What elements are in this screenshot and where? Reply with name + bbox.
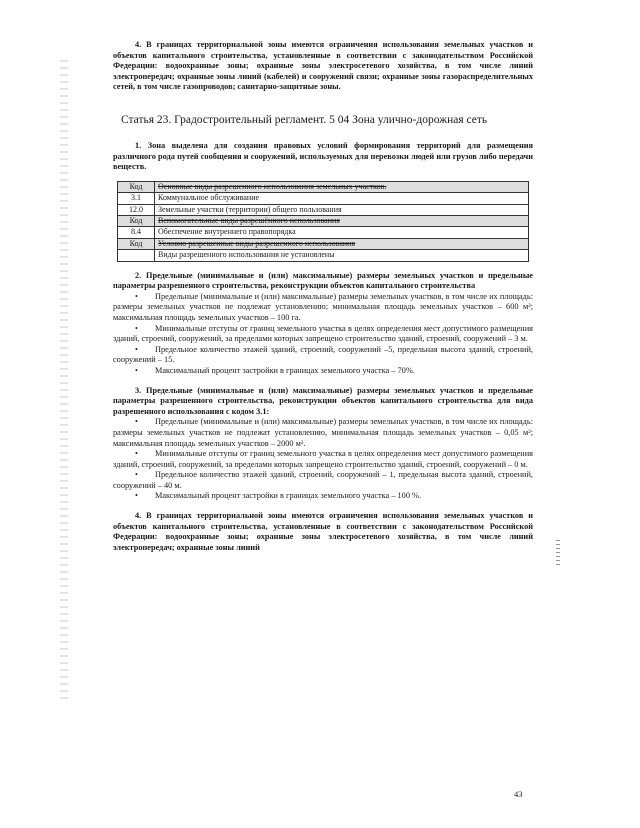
- paragraph-limits-title: 2. Предельные (минимальные и (или) максимальные) размеры земельных участков и предельные параметры разрешенного строительства, реконструкции объектов капитального строительства: [113, 270, 533, 291]
- document-page: [113, 40, 533, 553]
- scan-margin-artifact: [60, 60, 68, 700]
- paragraph-restrictions-top: 4. В границах территориальной зоны имеются ограничения использования земельных участков и объектов капитального строительства, установленные в соответствии с законодательством Российской Федерации: водоохранные зоны; охранные зоны электросетевого хозяйства, в том числе линий электропередач; охранные зоны линий (кабелей) и сооружений связи; охранные зоны газораспределительных сетей, в том числе газопроводов; санитарно-защитные зоны.: [113, 40, 533, 92]
- bullet-icon: •: [135, 449, 138, 459]
- list-item: [113, 345, 533, 366]
- table-cell-description: Условно разрешенные виды разрешенного использования: [155, 238, 529, 249]
- table-header-row: [118, 181, 529, 192]
- table-row: [118, 204, 529, 215]
- table-cell-code: 3.1: [118, 193, 155, 204]
- table-cell-description: Коммунальное обслуживание: [155, 193, 529, 204]
- list-item: [113, 491, 533, 502]
- list-item-text: Предельные (минимальные и (или) максимальные) размеры земельных участков, в том числе их площадь: размеры земельных участков не подлежат установлению, минимальная площадь земельных участков – 0,05 м²; максимальная площадь земельных участков – 2000 м².: [113, 417, 533, 448]
- table-cell-code: 8.4: [118, 227, 155, 238]
- bullet-icon: •: [135, 491, 138, 501]
- paragraph-zone-purpose: 1. Зона выделена для создания правовых условий формирования территорий для размещения различного рода путей сообщения и сооружений, используемых для перевозки людей или грузов либо передачи веществ.: [113, 140, 533, 172]
- article-heading: Статья 23. Градостроительный регламент. 5 04 Зона улично-дорожная сеть: [121, 113, 488, 126]
- table-cell-description: Обеспечение внутреннего правопорядка: [155, 227, 529, 238]
- table-cell-description: Основные виды разрешенного использования земельных участков.: [155, 181, 529, 192]
- table-cell-description: Вспомогательные виды разрешённого использования: [155, 215, 529, 226]
- bullet-icon: •: [135, 417, 138, 427]
- bullet-icon: •: [135, 323, 138, 333]
- list-item: [113, 470, 533, 491]
- list-item-text: Предельное количество этажей зданий, строений, сооружений – 1, предельная высота зданий, строений, сооружений – 40 м.: [113, 470, 533, 490]
- list-item: [113, 417, 533, 449]
- list-item-text: Максимальный процент застройки в границах земельного участка – 70%.: [155, 365, 415, 375]
- list-item: [113, 366, 533, 377]
- table-cell-code: Код: [118, 238, 155, 249]
- table-header-row: [118, 238, 529, 249]
- margin-mark: [556, 540, 560, 566]
- paragraph-limits-code-3-1-title: 3. Предельные (минимальные и (или) максимальные) размеры земельных участков и предельные параметры разрешенного строительства, реконструкции объектов капитального строительства для вида разрешенного использования с кодом 3.1:: [113, 385, 533, 416]
- table-cell-code: 12.0: [118, 204, 155, 215]
- bullet-icon: •: [135, 344, 138, 354]
- list-item: [113, 292, 533, 324]
- limits-code-3-1-bullet-list: [113, 417, 533, 502]
- table-row: [118, 227, 529, 238]
- table-header-row: [118, 215, 529, 226]
- list-item-text: Минимальные отступы от границ земельного участка в целях определения мест допустимого размещения зданий, строений, сооружений, за пределами которых запрещено строительство зданий, строений, сооружений – 3 м.: [113, 323, 533, 344]
- table-cell-description: Виды разрешенного использования не установлены: [155, 250, 529, 261]
- list-item-text: Предельные (минимальные и (или) максимальные) размеры земельных участков, в том числе их площадь: размеры земельных участков не подлежат установлению; минимальная площадь земельных участков – 600 м²; максимальная площадь земельных участков – 100 га.: [113, 291, 533, 322]
- permitted-use-table: [117, 181, 529, 262]
- bullet-icon: •: [135, 470, 138, 480]
- list-item-text: Минимальные отступы от границ земельного участка в целях определения мест допустимого размещения зданий, строений, сооружений, за пределами которых запрещено строительство зданий, строений, сооружений – 0 м.: [113, 449, 533, 469]
- table-row: [118, 250, 529, 261]
- bullet-icon: •: [135, 291, 138, 301]
- page-number: 43: [514, 789, 523, 799]
- paragraph-restrictions-bottom: 4. В границах территориальной зоны имеются ограничения использования земельных участков и объектов капитального строительства, установленные в соответствии с законодательством Российской Федерации: водоохранные зоны; охранные зоны электросетевого хозяйства, в том числе линий электропередач; охранные зоны линий: [113, 511, 533, 552]
- bullet-icon: •: [135, 365, 138, 375]
- table-cell-description: Земельные участки (территории) общего пользования: [155, 204, 529, 215]
- table-row: [118, 193, 529, 204]
- table-cell-code: Код: [118, 215, 155, 226]
- list-item-text: Максимальный процент застройки в границах земельного участка – 100 %.: [155, 491, 422, 501]
- list-item-text: Предельное количество этажей зданий, строений, сооружений –5, предельная высота зданий, строений, сооружений – 15.: [113, 344, 533, 365]
- table-cell-code: [118, 250, 155, 261]
- table-cell-code: Код: [118, 181, 155, 192]
- list-item: [113, 324, 533, 345]
- list-item: [113, 449, 533, 470]
- limits-bullet-list: [113, 292, 533, 377]
